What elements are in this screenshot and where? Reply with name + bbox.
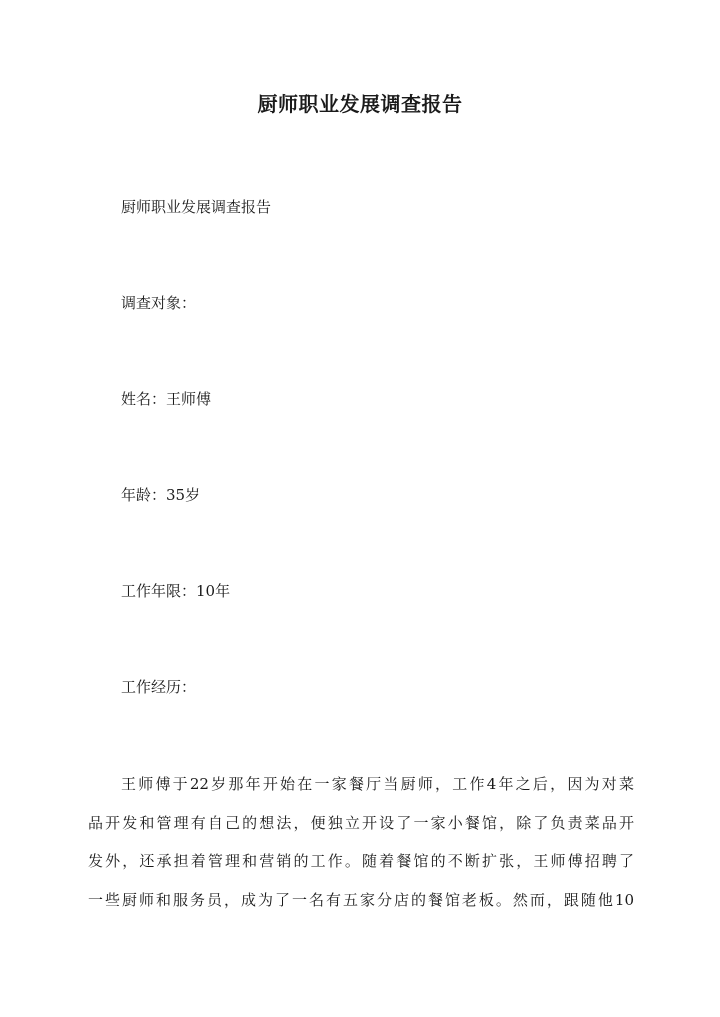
paragraph-report-heading: 厨师职业发展调查报告	[121, 198, 272, 216]
paragraph-name: 姓名：王师傅	[121, 390, 212, 408]
paragraph-work-years: 工作年限：10年	[121, 582, 231, 600]
body-line: 王师傅于22岁那年开始在一家餐厅当厨师，工作4年之后，因为对菜	[121, 775, 634, 793]
body-line: 品开发和管理有自己的想法，便独立开设了一家小餐馆，除了负责菜品开	[88, 813, 634, 832]
paragraph-survey-subject: 调查对象：	[121, 294, 197, 312]
body-line: 一些厨师和服务员，成为了一名有五家分店的餐馆老板。然而，跟随他10	[88, 890, 634, 909]
paragraph-age: 年龄：35岁	[121, 486, 201, 504]
document-title: 厨师职业发展调查报告	[257, 92, 463, 116]
paragraph-work-experience: 工作经历：	[121, 678, 197, 696]
body-line: 发外，还承担着管理和营销的工作。随着餐馆的不断扩张，王师傅招聘了	[88, 852, 634, 870]
work-experience-body	[88, 765, 634, 919]
